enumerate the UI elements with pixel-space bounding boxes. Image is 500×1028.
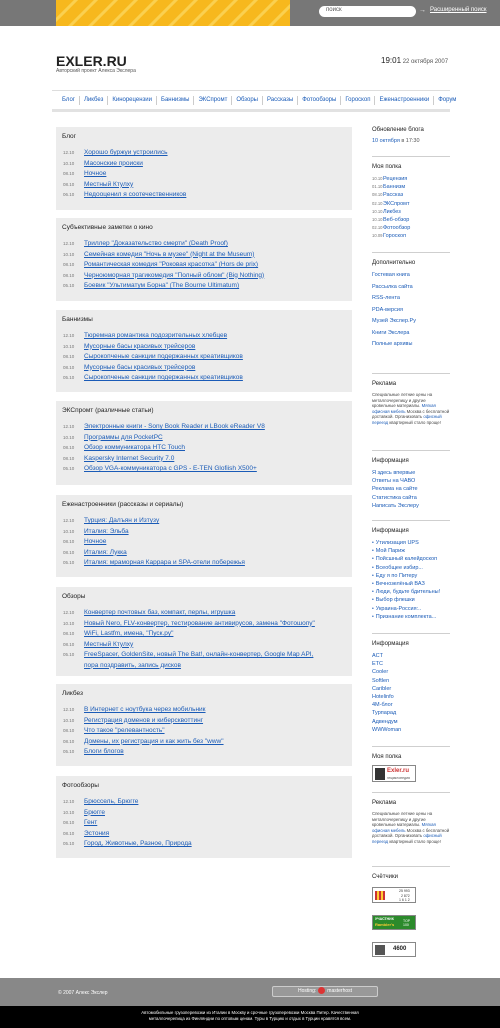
- list-item[interactable]: 06.10 Недооценил я соотечественников: [63, 191, 187, 198]
- list-item[interactable]: 10.10 Брюгге: [63, 808, 105, 816]
- info-link[interactable]: • Еду я по Питеру: [372, 572, 450, 580]
- extra-link[interactable]: PDA-версия: [372, 306, 403, 313]
- shelf-item[interactable]: 10.10Рецензия: [372, 176, 408, 182]
- section-title: Еженастроенники (рассказы и сериалы): [62, 501, 184, 508]
- list-item[interactable]: 12.10 Брюссель, Брюгге: [63, 798, 139, 805]
- hosting-brand: masterhost: [327, 988, 353, 994]
- info-link[interactable]: Статистика сайта: [372, 494, 417, 501]
- list-item[interactable]: 12.10 Триллер "Доказательство смерти" (Death Proof): [63, 240, 228, 247]
- book-icon: [375, 768, 385, 780]
- info-link[interactable]: • Украина-Россия:..: [372, 605, 450, 613]
- list-item[interactable]: 08.10 Гент: [63, 819, 98, 826]
- list-item[interactable]: 12.10 Конвертер почтовых баз, компакт, перлы, игрушка: [63, 609, 236, 616]
- list-item[interactable]: 08.10 Сырокопченые санкции подержанных креативщиков: [63, 353, 243, 360]
- section-title: Фотообзоры: [62, 782, 99, 789]
- ad-link[interactable]: Автомобильные грузоперевозки: [141, 1010, 206, 1015]
- nav-item-ezhenastroenniki[interactable]: [375, 96, 434, 105]
- counter-bars-icon: [375, 891, 385, 900]
- list-item[interactable]: 10.10 Италия: Эльба: [63, 527, 129, 535]
- nav-link[interactable]: Кинорецензии: [112, 97, 152, 103]
- section-obzory: [56, 587, 352, 676]
- nav-link[interactable]: Баннизмы: [161, 97, 190, 103]
- section-ezhenastroenniki: [56, 495, 352, 577]
- hosting-badge[interactable]: [272, 986, 378, 997]
- section-title: Баннизмы: [62, 316, 93, 323]
- sidebar-info-3: [372, 641, 450, 734]
- ad-text: Специальные летние цены на металлочерепицу и другие кровельные материалы. Мягкая офисная мебель Москва с бесплатной доставкой. Организовать офисный переезд квартирный стало проще!: [372, 392, 450, 425]
- info-link[interactable]: Турпарад: [372, 710, 397, 717]
- list-item[interactable]: 10.10 Регистрация доменов и киберсквоттинг: [63, 716, 204, 724]
- shelf-item[interactable]: 02.10Фотообзор: [372, 225, 411, 232]
- sidebar-divider: [372, 792, 450, 793]
- info-link[interactable]: • Мой Париж: [372, 547, 450, 555]
- list-item[interactable]: 08.10 Романтическая комедия "Роковая красотка" (Hors de prix): [63, 261, 259, 268]
- ad-link[interactable]: офисный переезд: [372, 833, 442, 844]
- sidebar-extra: [372, 260, 450, 352]
- section-likbez: [56, 684, 352, 766]
- search-input[interactable]: поиск: [319, 6, 416, 17]
- section-bannizms: [56, 310, 352, 392]
- info-link[interactable]: Hotelinfo: [372, 693, 394, 700]
- info-link[interactable]: • Пойсшный калейдоскоп: [372, 555, 450, 563]
- shelf-item[interactable]: 02.10ЭКСпромт: [372, 200, 410, 207]
- list-item[interactable]: 12.10 Электронные книги - Sony Book Reader и LBook eReader V8: [63, 423, 265, 430]
- list-item[interactable]: 05.10 Блоги блогов: [63, 748, 124, 755]
- shelf-item[interactable]: 10.10Веб-обзор: [372, 216, 410, 223]
- info-link[interactable]: • Всеобщее избир...: [372, 564, 450, 572]
- sidebar-title: Реклама: [372, 381, 397, 387]
- sidebar-title: Дополнительно: [372, 260, 416, 266]
- info-link[interactable]: • Утилизация UPS: [372, 539, 450, 547]
- nav-link[interactable]: Фотообзоры: [302, 97, 337, 103]
- counter-value: 4600: [393, 946, 407, 952]
- list-item[interactable]: 08.10 Что такое "релевантность": [63, 727, 165, 734]
- current-date: 22 октября 2007: [402, 59, 449, 65]
- list-item[interactable]: 08.10 Домены, их регистрация и как жить без "www": [63, 737, 224, 745]
- sidebar-my-shelf-2: [372, 754, 450, 784]
- extra-link[interactable]: Музей Экслер.Ру: [372, 318, 416, 324]
- sidebar-my-shelf: [372, 164, 450, 241]
- section-blog: [56, 127, 352, 210]
- list-item[interactable]: 05.10 Обзор VGA-коммуникатора с GPS - E-TEN Glofiish X500+: [63, 465, 257, 472]
- list-item[interactable]: 08.10 Kaspersky Internet Security 7.0: [63, 454, 175, 462]
- info-link[interactable]: Cooler: [372, 669, 389, 676]
- list-item[interactable]: 10.10 Новый Nero, FLV-конвертер, тестирование антивирусов, замена "Фотошопу": [63, 619, 315, 627]
- nav-item-horoscope[interactable]: [341, 96, 375, 105]
- list-item[interactable]: 08.10 Италия: Лукка: [63, 548, 127, 556]
- counter-label: УЧАСТНИК: [375, 917, 394, 921]
- nav-item-photo[interactable]: [298, 96, 341, 105]
- exler-badge[interactable]: [372, 765, 416, 782]
- counter-logo-icon: [375, 945, 385, 955]
- list-item[interactable]: 08.10 Эстония: [63, 829, 110, 837]
- site-tagline: Авторский проект Алекса Экслера: [56, 68, 136, 74]
- info-link[interactable]: • Люди, будьте бдительны!: [372, 588, 450, 596]
- ad-link[interactable]: офисный переезд: [372, 414, 442, 425]
- nav-link[interactable]: Еженастроенники: [379, 97, 430, 103]
- sidebar-counters: [372, 874, 450, 959]
- nav-link[interactable]: Обзоры: [236, 97, 258, 103]
- list-item[interactable]: 12.10 Турция: Далъян и Изтузу: [63, 517, 160, 524]
- counter-value: 25 993: [399, 889, 410, 893]
- nav-link[interactable]: Ликбез: [83, 97, 104, 103]
- nav-item-obzory[interactable]: [232, 96, 263, 105]
- sidebar-title: Информация: [372, 458, 409, 464]
- nav-item-forum[interactable]: [434, 96, 460, 105]
- counter-label: Rambler's: [375, 922, 395, 927]
- hosting-label: Hosting:: [297, 988, 317, 994]
- sidebar-blog-update: [372, 127, 450, 144]
- footer: [0, 978, 500, 1006]
- counter-spylog[interactable]: [372, 942, 416, 957]
- author-link[interactable]: Алекс Экслер: [75, 990, 108, 996]
- sidebar-title: Информация: [372, 528, 409, 534]
- nav-link[interactable]: Гороскоп: [345, 97, 371, 103]
- sidebar-title: Реклама: [372, 800, 397, 806]
- list-item[interactable]: 12.10 Хорошо буржуи устроились: [63, 149, 168, 156]
- nav-item-bannizms[interactable]: [157, 96, 194, 105]
- bottom-ad-strip: Автомобильные грузоперевозки из Италии в Москву и срочные грузоперевозки Москва Питер. Качественная металлочерепица из Финляндии по оптовым ценам. Туры в Турцию и отдых в Турции нравятся всем.: [0, 1006, 500, 1028]
- nav-item-stories[interactable]: [263, 96, 298, 105]
- counter-value: 1 6 1 2: [399, 898, 410, 902]
- ad-link[interactable]: Мягкая офисная мебель: [372, 822, 436, 833]
- badge-subtitle: энциклопедия: [387, 776, 410, 780]
- section-exprompt: [56, 401, 352, 485]
- sidebar-divider: [372, 746, 450, 747]
- ad-link[interactable]: Мягкая офисная мебель: [372, 403, 436, 414]
- nav-link[interactable]: Блог: [62, 97, 75, 103]
- nav-item-exprompt[interactable]: [194, 96, 232, 105]
- info-link[interactable]: • Признание комплекта...: [372, 613, 450, 621]
- current-datetime: [381, 56, 448, 65]
- badge-title: Exler.ru: [387, 768, 410, 774]
- counter-value: 2 872: [400, 893, 410, 898]
- list-item[interactable]: 05.10 Италия: мраморная Каррара и SPA-отели побережья: [63, 559, 245, 566]
- main-nav: [52, 90, 457, 112]
- nav-link[interactable]: Форум: [438, 97, 457, 103]
- sidebar-info-1: [372, 458, 450, 510]
- section-title: Блог: [62, 133, 77, 140]
- sidebar-info-2: [372, 528, 450, 621]
- shelf-item[interactable]: 08.10Рассказ: [372, 192, 404, 199]
- extra-link[interactable]: Книги Экслера: [372, 329, 410, 336]
- list-item[interactable]: 12.10 В Интернет с ноутбука через мобильник: [63, 706, 206, 713]
- extra-link[interactable]: Полные архивы: [372, 341, 413, 347]
- ad-link[interactable]: Туры в Турцию: [254, 1016, 285, 1021]
- sidebar-divider: [372, 252, 450, 253]
- sidebar-title: Моя полка: [372, 164, 402, 170]
- list-item[interactable]: 05.10 Город, Животные, Разное, Природа: [63, 840, 192, 847]
- counter-rambler[interactable]: [372, 915, 416, 930]
- list-item[interactable]: 05.10 Боевик "Ультиматум Борна" (The Bourne Ultimatum): [63, 282, 240, 289]
- info-link[interactable]: Написать Экслеру: [372, 502, 419, 509]
- list-item[interactable]: 08.10 Местный Ктулху: [63, 180, 134, 188]
- nav-item-likbez[interactable]: [80, 96, 108, 105]
- info-link[interactable]: ETC: [372, 661, 383, 668]
- sidebar-title: Обновление блога: [372, 127, 424, 133]
- list-item[interactable]: 10.10 Программы для PocketPC: [63, 433, 163, 441]
- list-item[interactable]: 08.10 Черноюморная трагикомедия "Полный облом" (Big Nothing): [63, 271, 265, 279]
- blog-update-time: 17:30: [405, 138, 420, 144]
- list-item[interactable]: 08.10 Мусорные басы красивых трейсеров: [63, 363, 196, 371]
- list-item[interactable]: 08.10 Местный Ктулху: [63, 640, 134, 648]
- extra-link[interactable]: Гостевая книга: [372, 272, 410, 278]
- copyright: © 2007 Алекс Экслер: [58, 990, 108, 996]
- section-title: Обзоры: [62, 593, 86, 600]
- info-link[interactable]: • Выбор флешки: [372, 596, 450, 604]
- top-banner-pattern: [56, 0, 290, 26]
- blog-update-link[interactable]: 10 октября: [372, 138, 400, 144]
- ad-text: Специальные летние цены на металлочерепицу и другие кровельные материалы. Мягкая офисная мебель Москва с бесплатной доставкой. Организовать офисный переезд квартирный стало проще!: [372, 811, 450, 844]
- nav-item-blog[interactable]: [58, 96, 80, 105]
- sidebar-divider: [372, 450, 450, 451]
- extra-link[interactable]: Рассылка сайта: [372, 283, 413, 290]
- info-link[interactable]: Caribler: [372, 685, 392, 692]
- sidebar-ad-2: [372, 800, 450, 844]
- info-link[interactable]: ACT: [372, 653, 383, 659]
- sidebar-divider: [372, 156, 450, 157]
- list-item[interactable]: 08.10 Ночное: [63, 170, 107, 177]
- nav-item-reviews[interactable]: [108, 96, 157, 105]
- nav-link[interactable]: Рассказы: [266, 97, 294, 103]
- sidebar-divider: [372, 520, 450, 521]
- section-title: Субъективные заметки о кино: [62, 224, 153, 231]
- list-item[interactable]: 05.10 FreeSpacer, GoldenSite, новый The Bat!, онлайн-конвертер, Google Map API,: [63, 651, 314, 658]
- search-go-icon[interactable]: →: [419, 7, 426, 14]
- sidebar-divider: [372, 373, 450, 374]
- advanced-search-link[interactable]: Расширенный поиск: [430, 7, 487, 13]
- list-item[interactable]: 08.10 WiFi, Lastfm, имена, "Пуск.ру": [63, 630, 174, 637]
- counter-label: TOP 100: [403, 919, 411, 927]
- info-link[interactable]: Ответы на ЧАВО: [372, 478, 416, 485]
- sidebar-title: Моя полка: [372, 754, 402, 760]
- shelf-item[interactable]: 01.10Баннизм: [372, 184, 406, 191]
- shelf-item[interactable]: 10.10Ликбез: [372, 208, 401, 215]
- info-link[interactable]: Softlen: [372, 677, 390, 684]
- section-title: ЭКСпромт (различные статьи): [62, 407, 154, 414]
- section-photo: [56, 776, 352, 858]
- shelf-item[interactable]: 10.09Гороскоп: [372, 233, 407, 240]
- info-link[interactable]: • Вечнозелёный ВАЗ: [372, 580, 450, 588]
- counter-liveinternet[interactable]: [372, 887, 416, 903]
- blog-update-at: в: [401, 138, 405, 144]
- info-link[interactable]: 4M-блог: [372, 702, 393, 709]
- current-time: 19:01: [381, 56, 402, 65]
- extra-link[interactable]: RSS-лента: [372, 295, 400, 301]
- sidebar-title: Счётчики: [372, 874, 398, 880]
- blog-update-date: [372, 138, 450, 144]
- list-item[interactable]: 05.10 Сырокопченые санкции подержанных креативщиков: [63, 374, 243, 381]
- sidebar-divider: [372, 633, 450, 634]
- list-item[interactable]: 08.10 Обзор коммуникатора HTC Touch: [63, 444, 185, 451]
- sidebar-title: Информация: [372, 641, 409, 647]
- section-movies: [56, 218, 352, 301]
- info-link[interactable]: Реклама на сайте: [372, 486, 418, 493]
- sidebar-divider: [372, 866, 450, 867]
- sidebar-ad-1: [372, 381, 450, 425]
- info-link[interactable]: WWWoman: [372, 726, 402, 733]
- list-item[interactable]: 12.10 Тюремная романтика подозрительных хлебцев: [63, 332, 228, 339]
- info-link[interactable]: Я здесь впервые: [372, 470, 416, 476]
- section-title: Ликбез: [62, 690, 83, 697]
- list-item[interactable]: пора поздравить, запись дисков: [84, 661, 181, 669]
- list-item[interactable]: 10.10 Семейная комедия "Ночь в музее" (Night at the Museum): [63, 250, 255, 258]
- site-logo[interactable]: EXLER.RU: [56, 53, 127, 69]
- list-item[interactable]: 10.10 Мусорные басы красивых трейсеров: [63, 342, 196, 350]
- top-bar: [0, 0, 500, 26]
- info-link[interactable]: Адвендум: [372, 718, 398, 725]
- list-item[interactable]: 10.10 Масонские происки: [63, 159, 143, 167]
- list-item[interactable]: 08.10 Ночное: [63, 538, 107, 545]
- nav-link[interactable]: ЭКСпромт: [198, 97, 228, 103]
- masterhost-logo-icon: [318, 987, 325, 994]
